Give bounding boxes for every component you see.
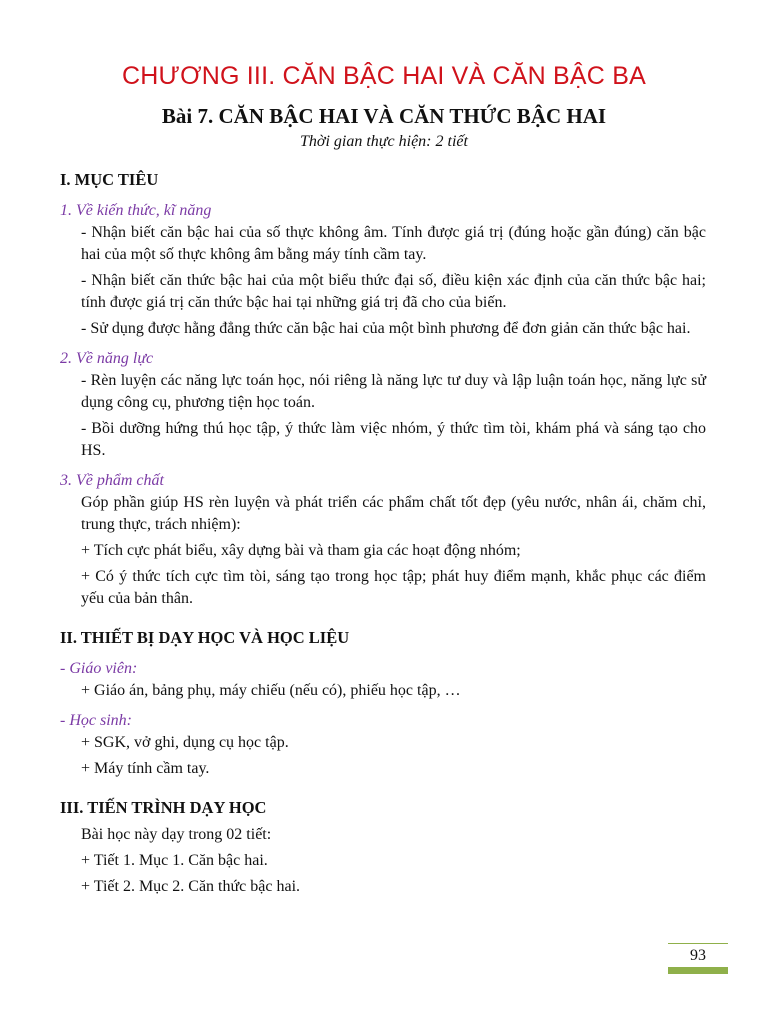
paragraph: + Tiết 2. Mục 2. Căn thức bậc hai.	[81, 878, 301, 895]
section-heading-objectives: I. MỤC TIÊU	[60, 170, 159, 189]
paragraph: - Bồi dưỡng hứng thú học tập, ý thức làm việc nhóm, ý thức tìm tòi, khám phá và sáng tạo cho HS.	[81, 420, 706, 459]
paragraph: + Máy tính cầm tay.	[81, 760, 210, 777]
paragraph: - Nhận biết căn bậc hai của số thực không âm. Tính được giá trị (đúng hoặc gần đúng) căn bậc hai của một số thực không âm bằng máy tính cầm tay.	[81, 224, 706, 263]
section-heading-equipment: II. THIẾT BỊ DẠY HỌC VÀ HỌC LIỆU	[60, 628, 350, 647]
paragraph: - Nhận biết căn thức bậc hai của một biểu thức đại số, điều kiện xác định của căn thức bậc hai; tính được giá trị căn thức bậc hai tại những giá trị đã cho của biến.	[81, 272, 706, 311]
paragraph: + Tiết 1. Mục 1. Căn bậc hai.	[81, 852, 268, 869]
subheading-competence: 2. Về năng lực	[60, 350, 154, 367]
subheading-teacher: - Giáo viên:	[60, 660, 138, 677]
paragraph: + SGK, vở ghi, dụng cụ học tập.	[81, 734, 289, 751]
lesson-title: Bài 7. CĂN BẬC HAI VÀ CĂN THỨC BẬC HAI	[161, 104, 607, 128]
paragraph: Bài học này dạy trong 02 tiết:	[81, 826, 272, 843]
footer-bar	[668, 967, 728, 974]
page-number: 93	[690, 947, 706, 964]
paragraph: - Sử dụng được hằng đẳng thức căn bậc hai của một bình phương để đơn giản căn thức bậc hai.	[81, 320, 691, 337]
document-body	[60, 168, 706, 898]
paragraph: + Có ý thức tích cực tìm tòi, sáng tạo trong học tập; phát huy điểm mạnh, khắc phục các điểm yếu của bản thân.	[81, 568, 706, 607]
time-note: Thời gian thực hiện: 2 tiết	[300, 133, 468, 150]
subheading-qualities: 3. Về phẩm chất	[60, 472, 164, 489]
subheading-student: - Học sinh:	[60, 712, 132, 729]
paragraph: - Rèn luyện các năng lực toán học, nói riêng là năng lực tư duy và lập luận toán học, năng lực sử dụng công cụ, phương tiện học toán.	[81, 372, 706, 411]
paragraph: Góp phần giúp HS rèn luyện và phát triển các phẩm chất tốt đẹp (yêu nước, nhân ái, chăm chỉ, trung thực, trách nhiệm):	[81, 494, 706, 533]
section-heading-process: III. TIẾN TRÌNH DẠY HỌC	[60, 798, 267, 817]
footer-rule	[668, 943, 728, 944]
paragraph: + Giáo án, bảng phụ, máy chiếu (nếu có), phiếu học tập, …	[81, 682, 461, 699]
subheading-knowledge: 1. Về kiến thức, kĩ năng	[60, 202, 212, 219]
paragraph: + Tích cực phát biểu, xây dựng bài và tham gia các hoạt động nhóm;	[81, 542, 521, 559]
chapter-title: CHƯƠNG III. CĂN BẬC HAI VÀ CĂN BẬC BA	[122, 62, 646, 90]
